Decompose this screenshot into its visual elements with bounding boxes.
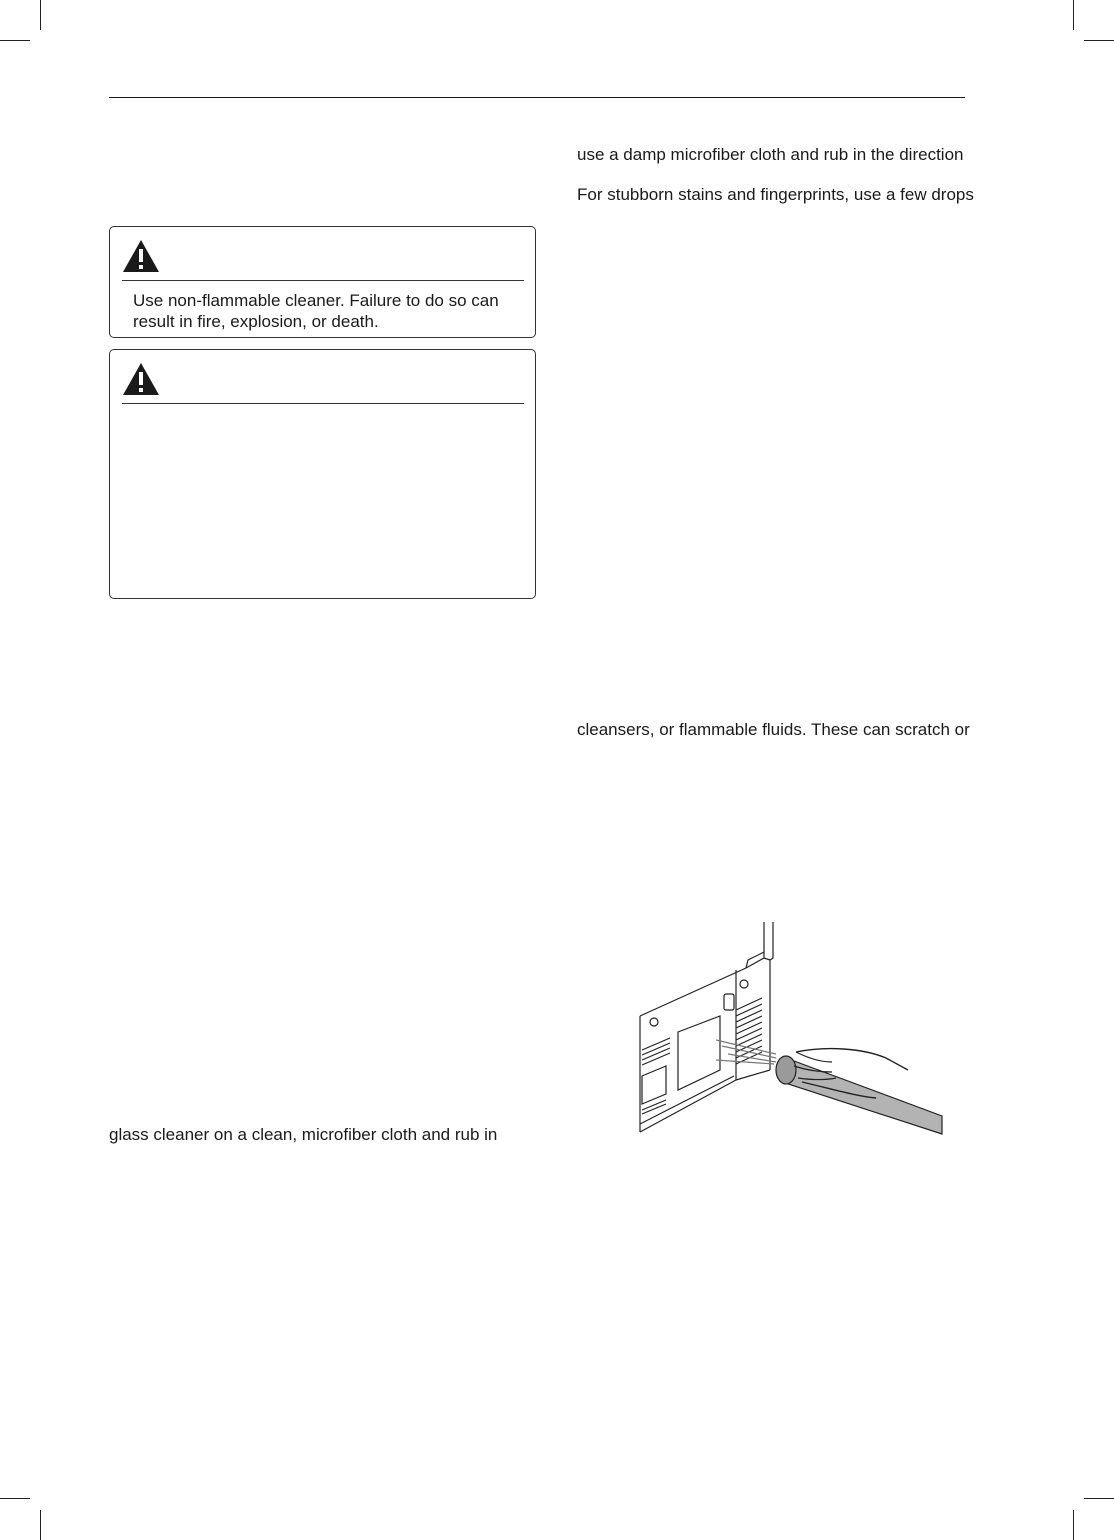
crop-mark xyxy=(1084,1498,1114,1499)
crop-mark xyxy=(40,0,41,30)
glass-cleaner-line: glass cleaner on a clean, microfiber cloth and rub in xyxy=(109,1125,498,1144)
stubborn-stains-line: For stubborn stains and fingerprints, use a few drops xyxy=(577,185,974,204)
microfiber-line: use a damp microfiber cloth and rub in the direction xyxy=(577,145,964,164)
warning-triangle-icon xyxy=(122,362,160,396)
crop-mark xyxy=(0,1498,30,1499)
caution-divider xyxy=(122,403,524,404)
cleansers-line: cleansers, or flammable fluids. These can scratch or xyxy=(577,720,970,739)
crop-mark xyxy=(0,40,30,41)
warning-triangle-icon xyxy=(122,239,160,273)
warning-box xyxy=(109,226,536,338)
crop-mark xyxy=(1073,1510,1074,1540)
header-rule xyxy=(109,97,965,98)
crop-mark xyxy=(1073,0,1074,30)
caution-box xyxy=(109,349,536,599)
warning-text: Use non-flammable cleaner. Failure to do so can result in fire, explosion, or death. xyxy=(133,291,499,331)
vacuum-cleaning-grille-illustration xyxy=(636,920,946,1136)
crop-mark xyxy=(1084,40,1114,41)
crop-mark xyxy=(40,1510,41,1540)
warning-divider xyxy=(122,280,524,281)
